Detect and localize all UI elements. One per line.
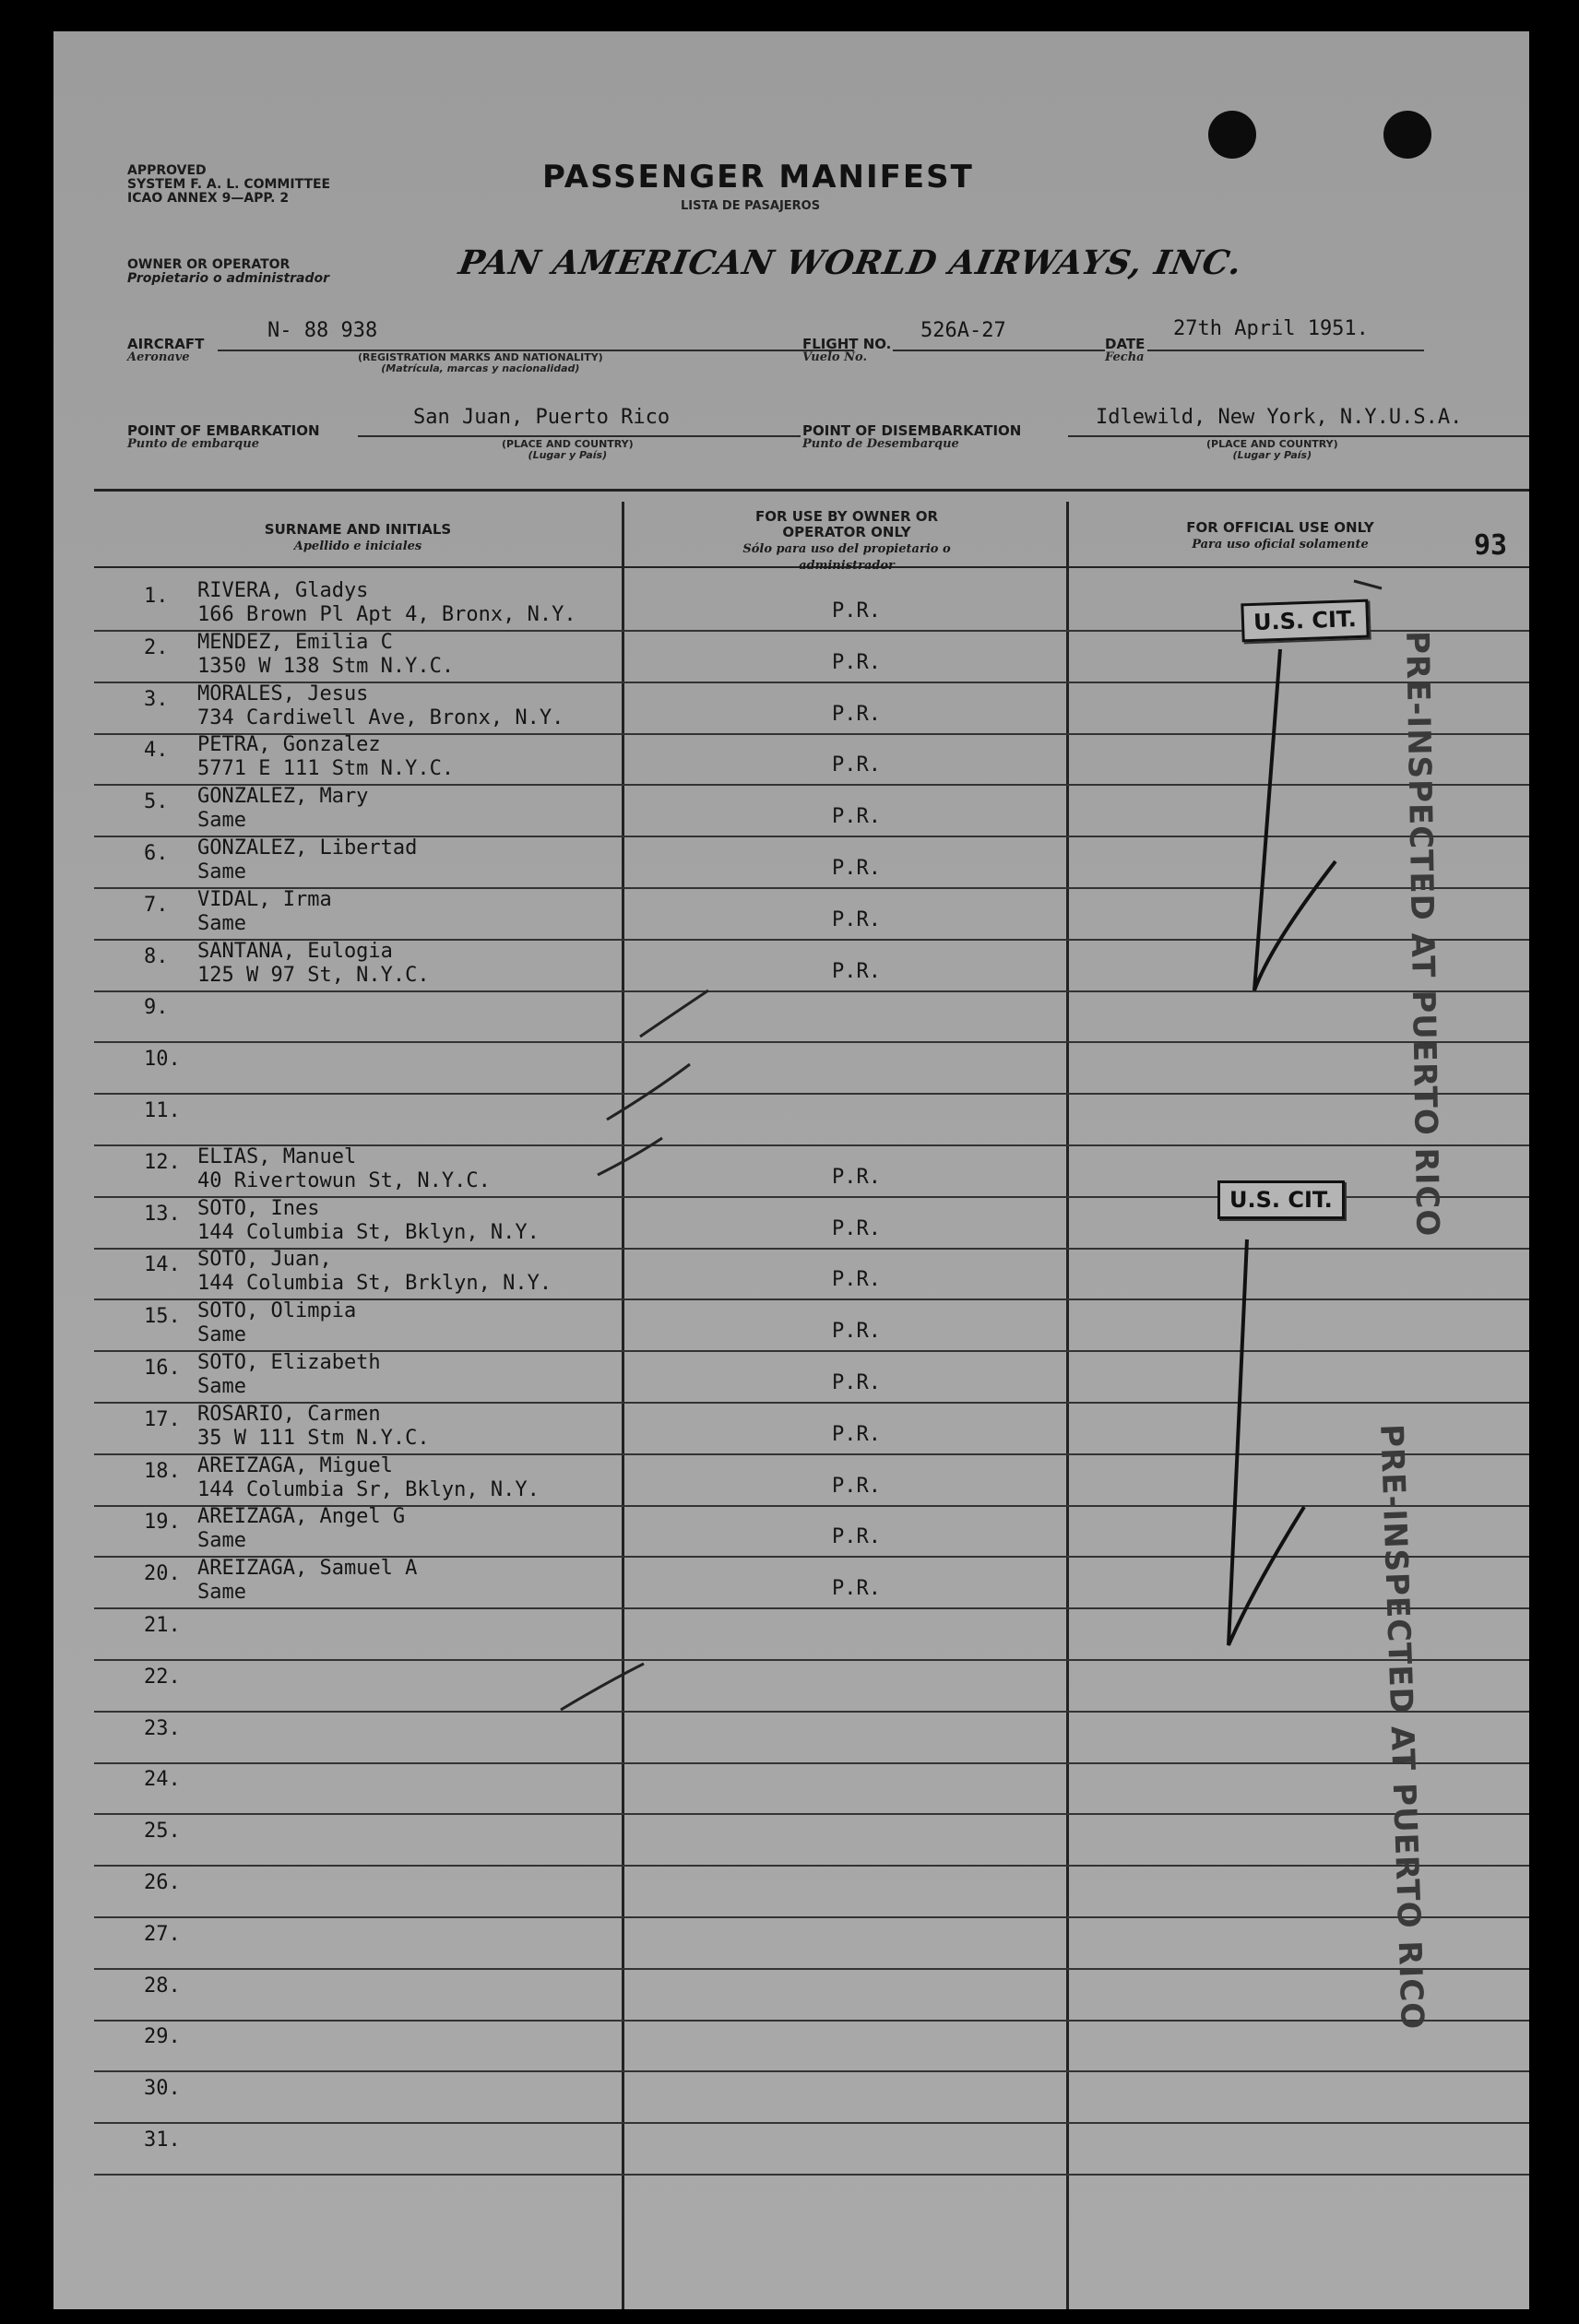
row-number: 1. (144, 585, 169, 608)
passenger-address: Same (197, 860, 246, 883)
disembarkation-value: Idlewild, New York, N.Y.U.S.A. (1096, 406, 1463, 429)
embarkation-caption: (PLACE AND COUNTRY) (Lugar y País) (502, 438, 634, 461)
passenger-name: SOTO, Ines (197, 1197, 320, 1220)
passenger-name: ELIAS, Manuel (197, 1145, 357, 1168)
row-number: 2. (144, 636, 169, 659)
approval-line: SYSTEM F. A. L. COMMITTEE (127, 177, 331, 192)
pen-stroke (598, 1138, 662, 1175)
owner-code: P.R. (832, 908, 881, 931)
passenger-name: AREIZAGA, Samuel A (197, 1557, 418, 1580)
owner-code: P.R. (832, 960, 881, 983)
page-title: PASSENGER MANIFEST (542, 159, 974, 196)
passenger-name: VIDAL, Irma (197, 888, 332, 911)
row-number: 17. (144, 1408, 181, 1431)
flight-label: FLIGHT NO. (802, 336, 892, 352)
embarkation-label: POINT OF EMBARKATION (127, 422, 320, 439)
embarkation-value: San Juan, Puerto Rico (413, 406, 671, 429)
passenger-address: Same (197, 912, 246, 935)
aircraft-label: AIRCRAFT (127, 336, 205, 352)
disembarkation-label: POINT OF DISEMBARKATION (802, 422, 1022, 439)
row-number: 28. (144, 1974, 181, 1998)
passenger-name: GONZALEZ, Mary (197, 785, 369, 808)
owner-code: P.R. (832, 1320, 881, 1343)
passenger-address: Same (197, 1581, 246, 1604)
date-value: 27th April 1951. (1173, 317, 1369, 340)
row-number: 6. (144, 842, 169, 865)
row-number: 23. (144, 1717, 181, 1740)
row-number: 16. (144, 1357, 181, 1380)
row-number: 12. (144, 1151, 181, 1174)
manifest-page (53, 31, 1529, 2309)
row-number: 8. (144, 945, 169, 968)
passenger-address: Same (197, 809, 246, 832)
row-number: 29. (144, 2025, 181, 2048)
passenger-address: 144 Columbia Sr, Bklyn, N.Y. (197, 1478, 540, 1501)
row-number: 11. (144, 1099, 181, 1122)
owner-code: P.R. (832, 1423, 881, 1446)
row-number: 18. (144, 1460, 181, 1483)
approval-line: APPROVED (127, 163, 207, 178)
owner-code: P.R. (832, 703, 881, 726)
owner-code: P.R. (832, 1525, 881, 1548)
row-number: 9. (144, 996, 169, 1019)
row-number: 4. (144, 739, 169, 762)
passenger-address: 1350 W 138 Stm N.Y.C. (197, 655, 455, 678)
owner-label: OWNER OR OPERATOR Propietario o administrador (127, 257, 330, 286)
flight-label-es: Vuelo No. (802, 350, 867, 364)
row-number: 24. (144, 1768, 181, 1791)
passenger-name: RIVERA, Gladys (197, 579, 369, 602)
passenger-name: SANTANA, Eulogia (197, 940, 393, 963)
passenger-name: AREIZAGA, Miguel (197, 1454, 393, 1477)
owner-code: P.R. (832, 651, 881, 674)
passenger-name: MORALES, Jesus (197, 682, 369, 706)
approval-line: ICAO ANNEX 9—APP. 2 (127, 191, 290, 206)
row-number: 19. (144, 1511, 181, 1534)
passenger-address: 144 Columbia St, Brklyn, N.Y. (197, 1272, 552, 1295)
row-number: 14. (144, 1253, 181, 1276)
passenger-address: 35 W 111 Stm N.Y.C. (197, 1427, 430, 1450)
passenger-name: MENDEZ, Emilia C (197, 631, 393, 654)
airline-name: PAN AMERICAN WORLD AIRWAYS, INC. (456, 243, 1246, 282)
us-citizen-stamp: U.S. CIT. (1241, 599, 1369, 643)
owner-code: P.R. (832, 1166, 881, 1189)
date-label: DATE (1105, 336, 1146, 352)
date-label-es: Fecha (1105, 350, 1145, 364)
owner-code: P.R. (832, 1268, 881, 1291)
passenger-address: 125 W 97 St, N.Y.C. (197, 964, 430, 987)
aircraft-caption: (REGISTRATION MARKS AND NATIONALITY) (Matrícula, marcas y nacionalidad) (358, 351, 603, 374)
flight-value: 526A-27 (920, 319, 1006, 342)
checkmark (1229, 1239, 1304, 1645)
owner-code: P.R. (832, 805, 881, 828)
passenger-name: ROSARIO, Carmen (197, 1403, 381, 1426)
aircraft-label-es: Aeronave (127, 350, 190, 364)
preinspected-stamp: PRE-INSPECTED AT PUERTO RICO (1372, 1423, 1431, 2031)
row-number: 30. (144, 2077, 181, 2100)
owner-code: P.R. (832, 599, 881, 622)
row-number: 7. (144, 894, 169, 917)
passenger-name: PETRA, Gonzalez (197, 733, 381, 756)
surname-column-header: SURNAME AND INITIALS Apellido e iniciales (264, 521, 452, 553)
owner-code: P.R. (832, 753, 881, 777)
row-number: 25. (144, 1820, 181, 1843)
disembarkation-caption: (PLACE AND COUNTRY) (Lugar y País) (1206, 438, 1338, 461)
passenger-name: SOTO, Elizabeth (197, 1351, 381, 1374)
preinspected-stamp: PRE-INSPECTED AT PUERTO RICO (1398, 630, 1446, 1238)
passenger-address: Same (197, 1529, 246, 1552)
page-number: 93 (1474, 529, 1508, 562)
disembarkation-label-es: Punto de Desembarque (802, 437, 959, 451)
row-number: 26. (144, 1871, 181, 1894)
owner-code: P.R. (832, 857, 881, 880)
aircraft-value: N- 88 938 (267, 319, 378, 342)
owner-code: P.R. (832, 1217, 881, 1240)
row-number: 22. (144, 1666, 181, 1689)
passenger-address: 734 Cardiwell Ave, Bronx, N.Y. (197, 706, 564, 729)
us-citizen-stamp: U.S. CIT. (1217, 1180, 1345, 1219)
passenger-address: Same (197, 1323, 246, 1346)
passenger-name: AREIZAGA, Angel G (197, 1505, 406, 1528)
pen-stroke (561, 1664, 644, 1710)
passenger-name: GONZALEZ, Libertad (197, 836, 418, 860)
row-number: 31. (144, 2128, 181, 2152)
passenger-address: 166 Brown Pl Apt 4, Bronx, N.Y. (197, 603, 576, 626)
row-number: 21. (144, 1614, 181, 1637)
passenger-address: Same (197, 1375, 246, 1398)
row-number: 20. (144, 1562, 181, 1585)
passenger-address: 40 Rivertowun St, N.Y.C. (197, 1169, 491, 1192)
owner-code: P.R. (832, 1371, 881, 1394)
passenger-name: SOTO, Olimpia (197, 1299, 357, 1322)
row-number: 10. (144, 1048, 181, 1071)
row-number: 5. (144, 790, 169, 813)
pen-stroke (1354, 581, 1382, 588)
official-use-column-header: FOR OFFICIAL USE ONLY Para uso oficial solamente (1186, 519, 1374, 551)
row-number: 27. (144, 1923, 181, 1946)
owner-code: P.R. (832, 1475, 881, 1498)
pen-stroke (607, 1064, 690, 1120)
row-number: 15. (144, 1305, 181, 1328)
passenger-address: 144 Columbia St, Bklyn, N.Y. (197, 1221, 540, 1244)
pen-stroke (640, 990, 708, 1037)
checkmark (1254, 649, 1336, 990)
passenger-name: SOTO, Juan, (197, 1248, 332, 1271)
page-subtitle: LISTA DE PASAJEROS (681, 199, 821, 213)
owner-code: P.R. (832, 1577, 881, 1600)
owner-use-column-header: FOR USE BY OWNER OR OPERATOR ONLY Sólo para uso del propietario o administrador (742, 508, 951, 573)
row-number: 3. (144, 688, 169, 711)
passenger-address: 5771 E 111 Stm N.Y.C. (197, 757, 455, 780)
pen-marks (53, 31, 1529, 2309)
row-number: 13. (144, 1203, 181, 1226)
embarkation-label-es: Punto de embarque (127, 437, 259, 451)
